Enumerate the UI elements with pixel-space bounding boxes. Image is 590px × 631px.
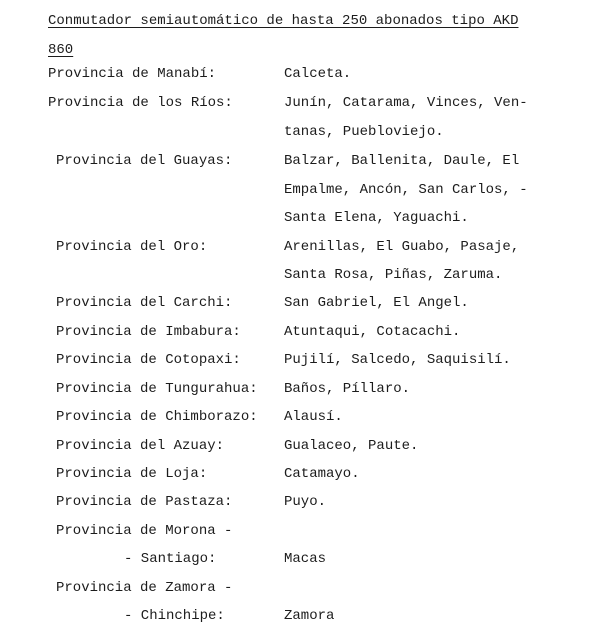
towns-value: Zamora xyxy=(284,608,335,624)
towns-value: tanas, Puebloviejo. xyxy=(284,124,444,140)
list-row xyxy=(0,261,590,289)
towns-value: Puyo. xyxy=(284,494,327,510)
province-label: Provincia del Azuay: xyxy=(56,438,225,454)
list-row xyxy=(0,517,590,545)
towns-value: Arenillas, El Guabo, Pasaje, xyxy=(284,239,520,255)
towns-value: Santa Elena, Yaguachi. xyxy=(284,210,469,226)
list-row xyxy=(0,289,590,317)
province-label: Provincia de los Ríos: xyxy=(48,95,233,111)
province-label: Provincia de Cotopaxi: xyxy=(56,352,241,368)
list-row xyxy=(0,403,590,431)
document-heading xyxy=(48,7,548,65)
towns-value: Pujilí, Salcedo, Saquisilí. xyxy=(284,352,511,368)
list-row xyxy=(0,602,590,630)
towns-value: San Gabriel, El Angel. xyxy=(284,295,469,311)
list-row xyxy=(0,147,590,175)
towns-value: Atuntaqui, Cotacachi. xyxy=(284,324,461,340)
towns-value: Macas xyxy=(284,551,327,567)
towns-value: Santa Rosa, Piñas, Zaruma. xyxy=(284,267,503,283)
list-row xyxy=(0,488,590,516)
list-row xyxy=(0,545,590,573)
province-label: - Chinchipe: xyxy=(124,608,225,624)
towns-value: Baños, Píllaro. xyxy=(284,381,411,397)
province-label: Provincia de Loja: xyxy=(56,466,208,482)
list-row xyxy=(0,375,590,403)
list-row xyxy=(0,176,590,204)
towns-value: Alausí. xyxy=(284,409,343,425)
list-row xyxy=(0,233,590,261)
list-row xyxy=(0,318,590,346)
towns-value: Junín, Catarama, Vinces, Ven- xyxy=(284,95,528,111)
towns-value: Balzar, Ballenita, Daule, El xyxy=(284,153,520,169)
province-label: Provincia de Imbabura: xyxy=(56,324,241,340)
list-row xyxy=(0,346,590,374)
heading-line-2: 860 xyxy=(48,42,74,58)
province-label: Provincia del Carchi: xyxy=(56,295,233,311)
towns-value: Empalme, Ancón, San Carlos, - xyxy=(284,182,528,198)
province-label: Provincia de Tungurahua: xyxy=(56,381,258,397)
towns-value: Catamayo. xyxy=(284,466,360,482)
list-row xyxy=(0,432,590,460)
province-label: Provincia de Manabí: xyxy=(48,66,217,82)
province-label: - Santiago: xyxy=(124,551,217,567)
province-label: Provincia de Chimborazo: xyxy=(56,409,258,425)
province-label: Provincia de Zamora - xyxy=(56,580,233,596)
province-label: Provincia del Guayas: xyxy=(56,153,233,169)
province-label: Provincia de Pastaza: xyxy=(56,494,233,510)
list-row xyxy=(0,574,590,602)
towns-value: Calceta. xyxy=(284,66,352,82)
province-label: Provincia del Oro: xyxy=(56,239,208,255)
list-row xyxy=(0,118,590,146)
province-label: Provincia de Morona - xyxy=(56,523,233,539)
list-row xyxy=(0,89,590,117)
heading-line-1: Conmutador semiautomático de hasta 250 abonados tipo AKD xyxy=(48,13,519,29)
list-row xyxy=(0,460,590,488)
list-row xyxy=(0,204,590,232)
towns-value: Gualaceo, Paute. xyxy=(284,438,419,454)
list-row xyxy=(0,60,590,88)
